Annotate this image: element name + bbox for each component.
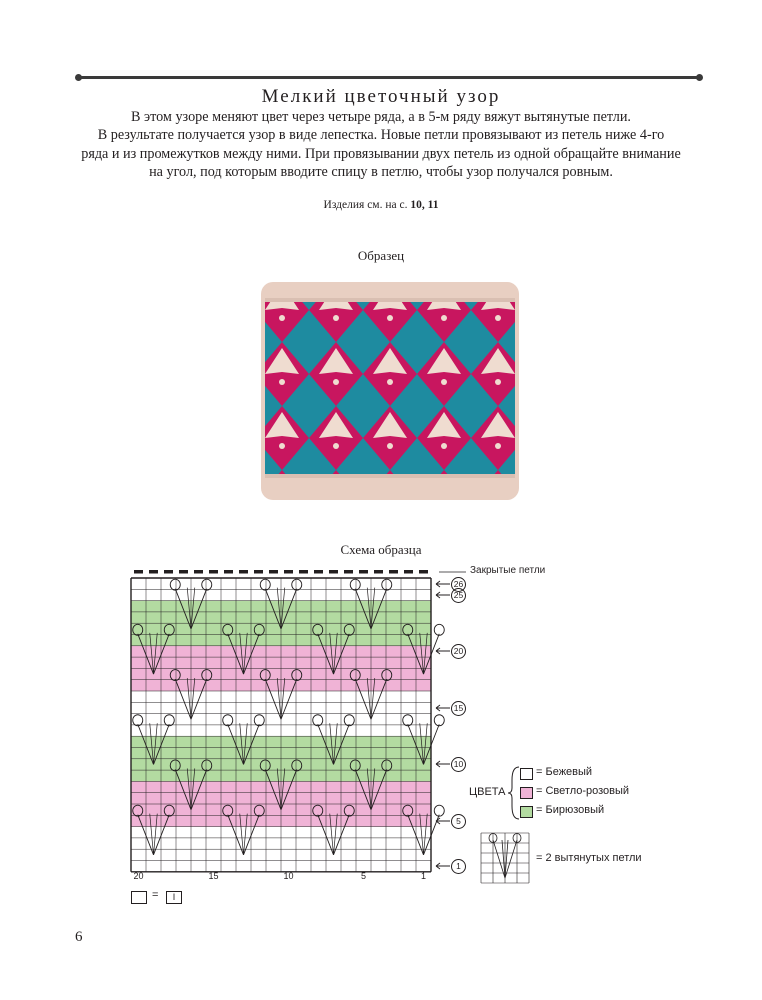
description-line: В этом узоре меняют цвет через четыре ряда, а в 5-м ряду вяжут вытянутые петли. [131, 109, 631, 125]
bind-off-mark [299, 570, 308, 574]
bind-off-mark [389, 570, 398, 574]
color-name: = Бежевый [536, 766, 593, 778]
closed-loops-label: Закрытые петли [470, 565, 546, 576]
row-number: 1 [451, 859, 466, 874]
row-number: 26 [451, 577, 466, 592]
colors-label: ЦВЕТА [469, 786, 506, 798]
column-number: 10 [283, 871, 294, 881]
chart-grid [131, 578, 431, 872]
bind-off-mark [269, 570, 278, 574]
color-swatch [520, 806, 533, 818]
row-number: 20 [451, 644, 466, 659]
empty-cell-equals: = [152, 889, 159, 901]
stitch-key-label [536, 852, 642, 864]
bind-off-mark [149, 570, 158, 574]
row-number: 10 [451, 757, 466, 772]
bind-off-mark [224, 570, 233, 574]
reference-pages: 10, 11 [410, 199, 439, 211]
color-name: = Светло-розовый [536, 785, 630, 797]
column-number: 1 [420, 871, 426, 881]
bind-off-mark [314, 570, 323, 574]
row-number: 15 [451, 701, 466, 716]
knit-stitch-symbol: I [166, 891, 182, 904]
row-number: 5 [451, 814, 466, 829]
column-number: 5 [360, 871, 366, 881]
sample-caption: Образец [357, 248, 405, 263]
bind-off-mark [209, 570, 218, 574]
bind-off-mark [419, 570, 428, 574]
bind-off-mark [329, 570, 338, 574]
empty-cell-key [131, 891, 147, 904]
bind-off-row [134, 570, 466, 574]
color-swatch [520, 787, 533, 799]
color-swatch [520, 768, 533, 780]
bind-off-mark [194, 570, 203, 574]
bind-off-mark [404, 570, 413, 574]
reference-prefix: Изделия см. на с. [323, 199, 408, 211]
legend-brace [507, 766, 521, 820]
bind-off-mark [374, 570, 383, 574]
description-line: В результате получается узор в виде лепестка. Новые петли провязывают из петель ниже 4-го [97, 127, 665, 144]
row-number: 25 [451, 588, 466, 603]
bind-off-mark [164, 570, 173, 574]
bind-off-mark [344, 570, 353, 574]
page-title: Мелкий цветочный узор [261, 86, 501, 107]
scheme-caption: Схема образца [340, 542, 422, 557]
column-number: 20 [133, 871, 144, 881]
bind-off-mark [134, 570, 143, 574]
stitch-key-diagram [480, 832, 530, 884]
bind-off-mark [179, 570, 188, 574]
color-name: = Бирюзовый [536, 804, 605, 816]
description-line: на угол, под которым вводите спицу в петлю, чтобы узор получался ровным. [149, 163, 613, 180]
bind-off-mark [239, 570, 248, 574]
page-number: 6 [75, 929, 83, 945]
bind-off-mark [254, 570, 263, 574]
bind-off-mark [359, 570, 368, 574]
column-number: 15 [208, 871, 219, 881]
stitch-key-equals: = [536, 852, 543, 864]
description-line: ряда и из промежутков между ними. При провязывании двух петель из одной обращайте внимание [81, 145, 681, 162]
stitch-key-text: 2 вытянутых петли [545, 852, 642, 864]
bind-off-mark [284, 570, 293, 574]
